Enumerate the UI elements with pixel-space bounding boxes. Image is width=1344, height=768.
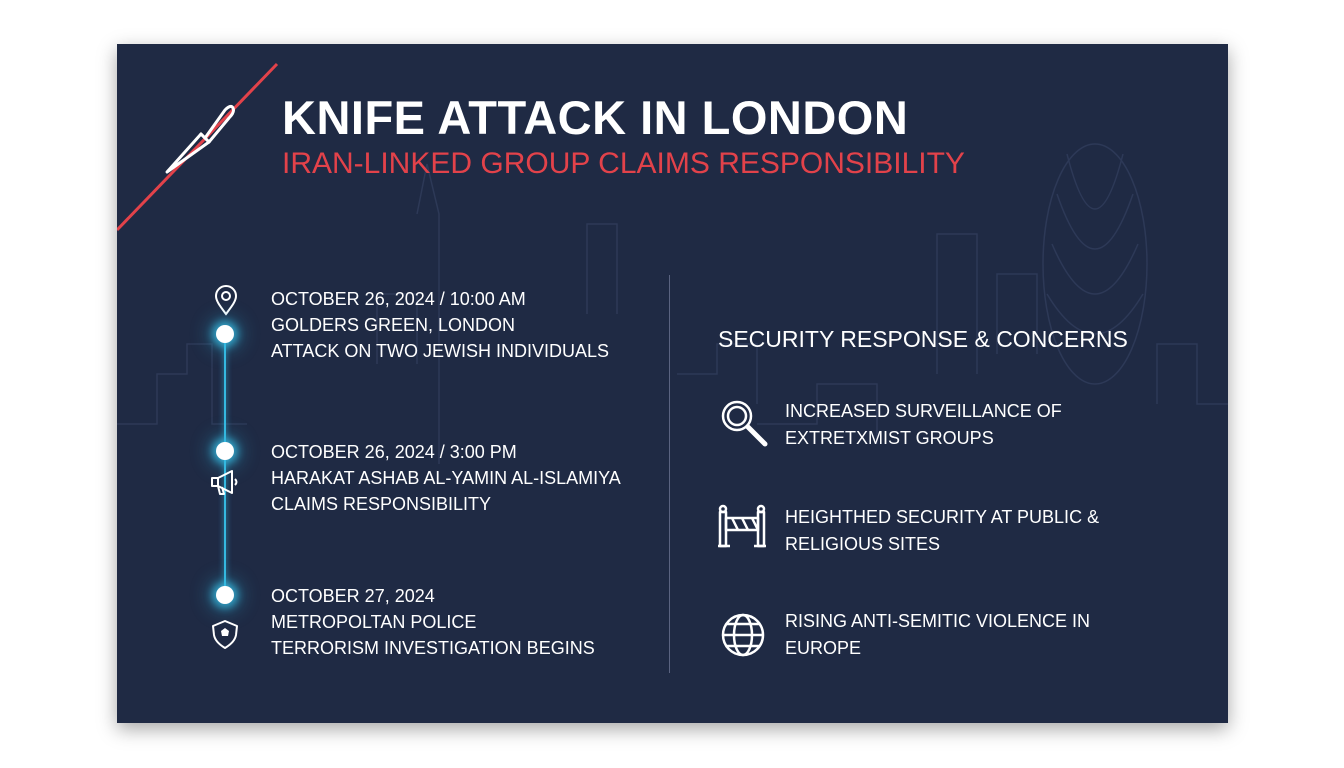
globe-icon bbox=[717, 609, 769, 661]
timeline-event-actor: HARAKAT ASHAB AL-YAMIN AL-ISLAMIYA bbox=[271, 468, 621, 488]
security-item-line: RELIGIOUS SITES bbox=[785, 534, 941, 554]
timeline-event-location: GOLDERS GREEN, LONDON bbox=[271, 315, 516, 335]
magnifier-icon bbox=[717, 396, 769, 448]
security-heading: SECURITY RESPONSE & CONCERNS bbox=[718, 326, 1128, 352]
timeline-event-date: OCTOBER 26, 2024 / 10:00 AM bbox=[271, 289, 526, 309]
page-title: KNIFE ATTACK IN LONDON bbox=[282, 91, 909, 144]
timeline-dot bbox=[216, 442, 234, 460]
knife-icon bbox=[161, 100, 237, 176]
security-item-violence bbox=[785, 608, 1090, 662]
security-item-line: EUROPE bbox=[785, 638, 862, 658]
timeline-event-date: OCTOBER 26, 2024 / 3:00 PM bbox=[271, 442, 517, 462]
column-divider bbox=[669, 275, 670, 673]
timeline-event-3 bbox=[271, 583, 595, 661]
page-subtitle: IRAN-LINKED GROUP CLAIMS RESPONSIBILITY bbox=[282, 147, 965, 180]
timeline-event-description: TERRORISM INVESTIGATION BEGINS bbox=[271, 638, 595, 658]
megaphone-icon bbox=[208, 466, 240, 498]
police-badge-icon bbox=[209, 618, 241, 650]
timeline-event-date: OCTOBER 27, 2024 bbox=[271, 586, 435, 606]
security-item-line: INCREASED SURVEILLANCE OF bbox=[785, 401, 1062, 421]
barrier-icon bbox=[716, 502, 768, 554]
security-item-line: EXTRETXMIST GROUPS bbox=[785, 428, 994, 448]
timeline-dot bbox=[216, 586, 234, 604]
location-pin-icon bbox=[210, 284, 242, 316]
timeline-dot bbox=[216, 325, 234, 343]
timeline-line bbox=[224, 334, 226, 594]
timeline-event-1 bbox=[271, 286, 609, 364]
security-item-surveillance bbox=[785, 398, 1062, 452]
infographic-card bbox=[117, 44, 1228, 723]
timeline-event-agency: METROPOLTAN POLICE bbox=[271, 612, 477, 632]
timeline-event-2 bbox=[271, 439, 621, 517]
security-item-line: HEIGHTHED SECURITY AT PUBLIC & bbox=[785, 507, 1100, 527]
timeline-event-description: ATTACK ON TWO JEWISH INDIVIDUALS bbox=[271, 341, 610, 361]
security-item-line: RISING ANTI-SEMITIC VIOLENCE IN bbox=[785, 611, 1091, 631]
security-item-heightened bbox=[785, 504, 1099, 558]
timeline-event-description: CLAIMS RESPONSIBILITY bbox=[271, 494, 492, 514]
